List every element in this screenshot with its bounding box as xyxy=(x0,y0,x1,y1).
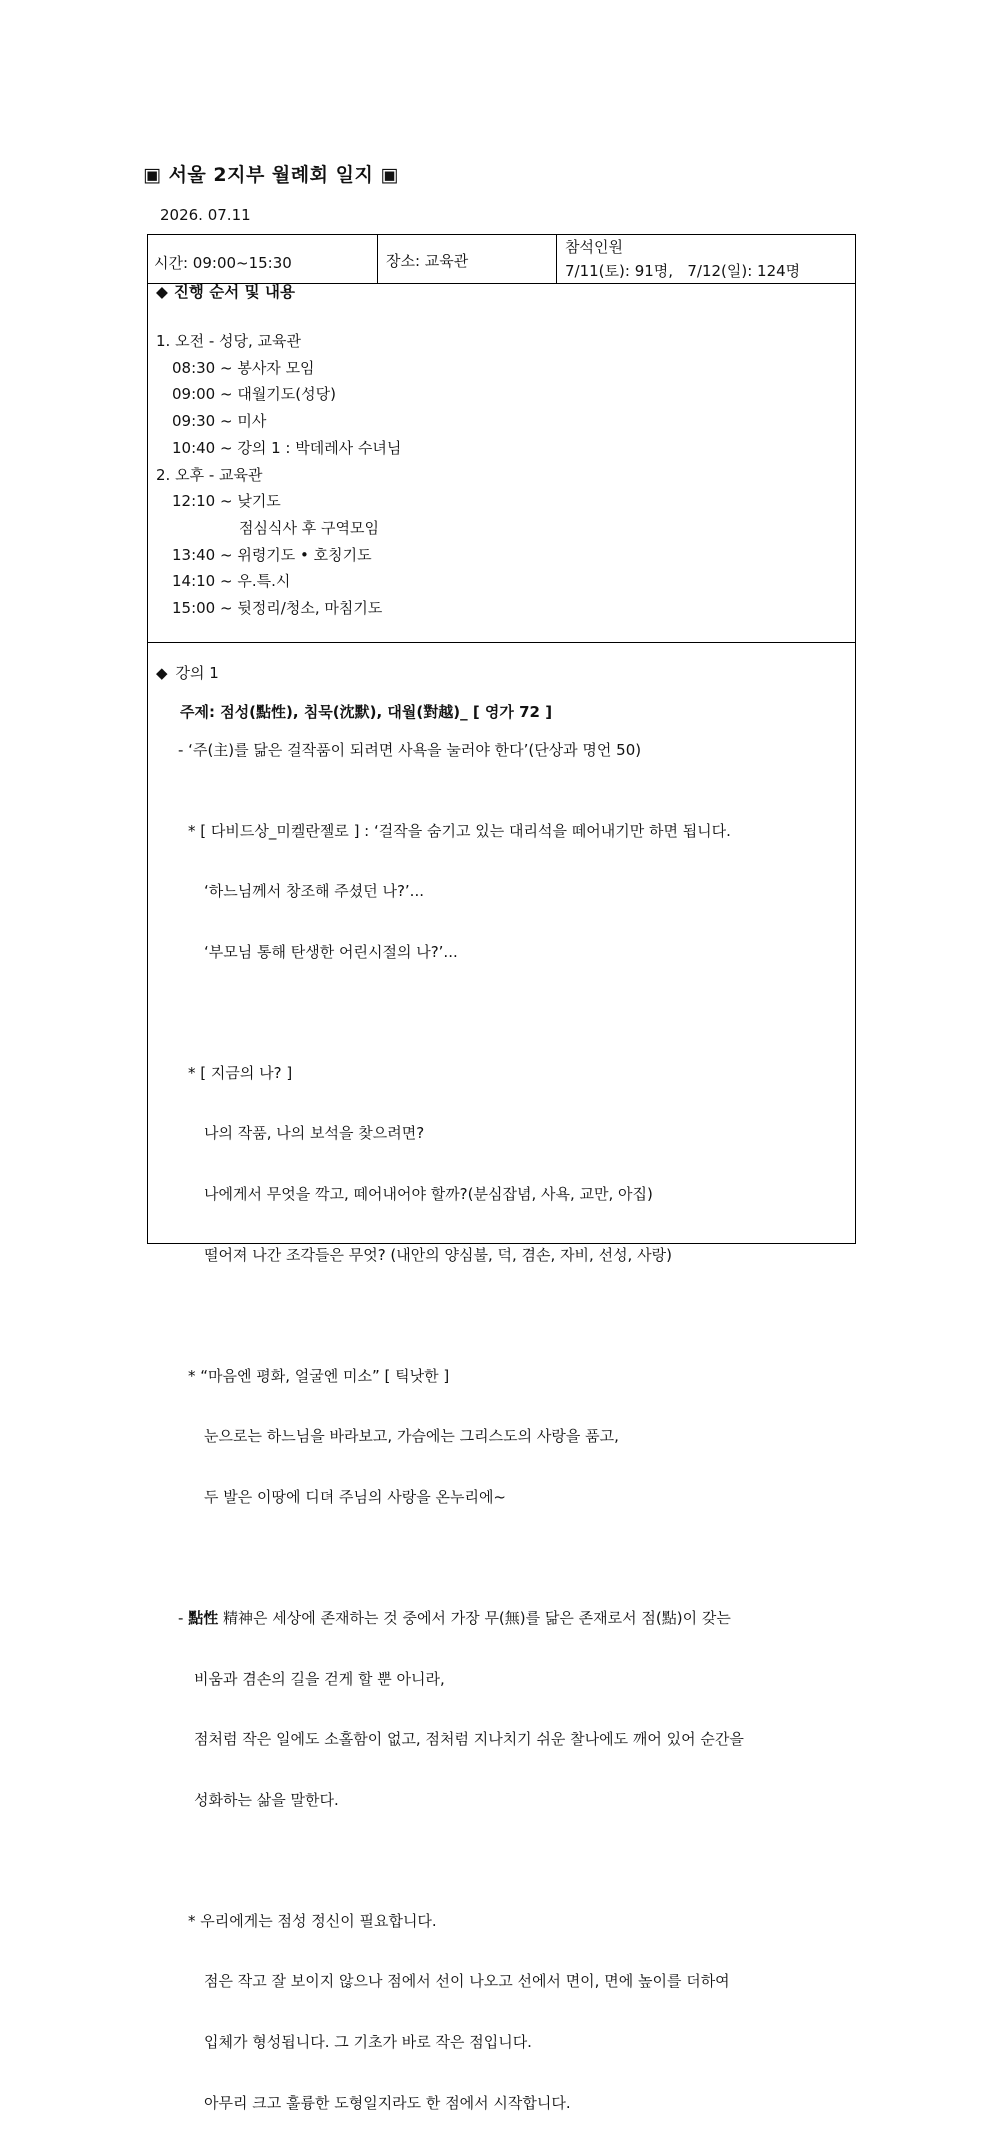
lecture-section xyxy=(148,643,855,2112)
text-line: * “마음엔 평화, 얼굴엔 미소” [ 틱낫한 ] xyxy=(188,1366,450,1385)
lecture-point-now xyxy=(156,1022,847,1305)
text-line: * [ 지금의 나? ] xyxy=(188,1063,293,1082)
list-item: 15:00 ~ 뒷정리/청소, 마침기도 xyxy=(172,599,383,618)
list-item: 2. 오후 - 교육관 xyxy=(156,465,263,484)
diamond-bullet-icon: ◆ xyxy=(156,664,168,682)
text-line: 아무리 크고 훌륭한 도형일지라도 한 점에서 시작합니다. xyxy=(204,2093,571,2112)
text-line: - 點性 精神은 세상에 존재하는 것 중에서 가장 무(無)를 닮은 존재로서 점(點)이 갖는 xyxy=(178,1608,731,1627)
list-item: 점심식사 후 구역모임 xyxy=(239,518,379,537)
lecture-quote: - ‘주(主)를 닮은 걸작품이 되려면 사욕을 눌러야 한다’(단상과 명언 50) xyxy=(178,741,642,759)
text-line: 떨어져 나간 조각들은 무엇? (내안의 양심불, 덕, 겸손, 자비, 선성, 사랑) xyxy=(204,1245,672,1264)
document-date: 2026. 07.11 xyxy=(160,206,251,224)
list-item: 12:10 ~ 낮기도 xyxy=(172,492,281,511)
text-line: 두 발은 이땅에 디뎌 주님의 사랑을 온누리에~ xyxy=(204,1487,506,1506)
list-item: 10:40 ~ 강의 1 : 박데레사 수녀님 xyxy=(172,438,402,457)
text-line: 점은 작고 잘 보이지 않으나 점에서 선이 나오고 선에서 면이, 면에 높이를 더하여 xyxy=(204,1972,730,1991)
meeting-log-table xyxy=(147,234,856,2112)
document-title: ▣ 서울 2지부 월례회 일지 ▣ xyxy=(143,164,399,186)
lecture-heading: ◆ 강의 1 xyxy=(156,664,219,682)
place-cell: 장소: 교육관 xyxy=(378,235,557,283)
text-line: ‘하느님께서 창조해 주셨던 나?’... xyxy=(204,882,424,901)
info-row xyxy=(148,235,855,284)
diamond-bullet-icon: ◆ xyxy=(156,283,168,301)
text-line: * 우리에게는 점성 정신이 필요합니다. xyxy=(188,1911,437,1930)
text-line: 성화하는 삶을 말한다. xyxy=(194,1790,339,1809)
text-line: 비움과 겸손의 길을 걷게 할 뿐 아니라, xyxy=(194,1669,445,1688)
list-item: 08:30 ~ 봉사자 모임 xyxy=(172,358,315,377)
text-line: 점처럼 작은 일에도 소홀함이 없고, 점처럼 지나치기 쉬운 찰나에도 깨어 있어 순간을 xyxy=(194,1730,744,1749)
lecture-point-david xyxy=(156,780,847,1002)
list-item: 09:30 ~ 미사 xyxy=(172,412,267,431)
attendance-cell xyxy=(557,235,855,283)
list-item: 1. 오전 - 성당, 교육관 xyxy=(156,332,301,350)
text-line: 나의 작품, 나의 보석을 찾으려면? xyxy=(204,1124,425,1143)
time-cell: 시간: 09:00~15:30 xyxy=(148,235,378,283)
text-line: 나에게서 무엇을 깍고, 떼어내어야 할까?(분심잡념, 사욕, 교만, 아집) xyxy=(204,1185,653,1204)
text-line: * [ 다비드상_미켈란젤로 ] : ‘걸작을 숨기고 있는 대리석을 떼어내기만 하면 됩니다. xyxy=(188,821,731,840)
text-line: 입체가 형성됩니다. 그 기초가 바로 작은 점입니다. xyxy=(204,2032,532,2051)
lecture-point-peace xyxy=(156,1325,847,1547)
text-line: 눈으로는 하느님을 바라보고, 가슴에는 그리스도의 사랑을 품고, xyxy=(204,1427,619,1446)
attendance-label: 참석인원 xyxy=(565,238,623,256)
text-line: ‘부모님 통해 탄생한 어린시절의 나?’... xyxy=(204,942,458,961)
schedule-section xyxy=(148,282,855,643)
schedule-list xyxy=(156,328,847,622)
list-item: 09:00 ~ 대월기도(성당) xyxy=(172,385,336,404)
schedule-heading: ◆ 진행 순서 및 내용 xyxy=(156,283,295,301)
lecture-topic: 주제: 점성(點性), 침묵(沈默), 대월(對越)_ [ 영가 72 ] xyxy=(180,703,553,721)
attendance-value: 7/11(토): 91명, 7/12(일): 124명 xyxy=(565,262,801,280)
lecture-point-spirit xyxy=(156,1568,847,1851)
list-item: 14:10 ~ 우.특.시 xyxy=(172,572,291,591)
lecture-point-dot xyxy=(156,1870,847,2153)
list-item: 13:40 ~ 위령기도 • 호칭기도 xyxy=(172,545,372,564)
